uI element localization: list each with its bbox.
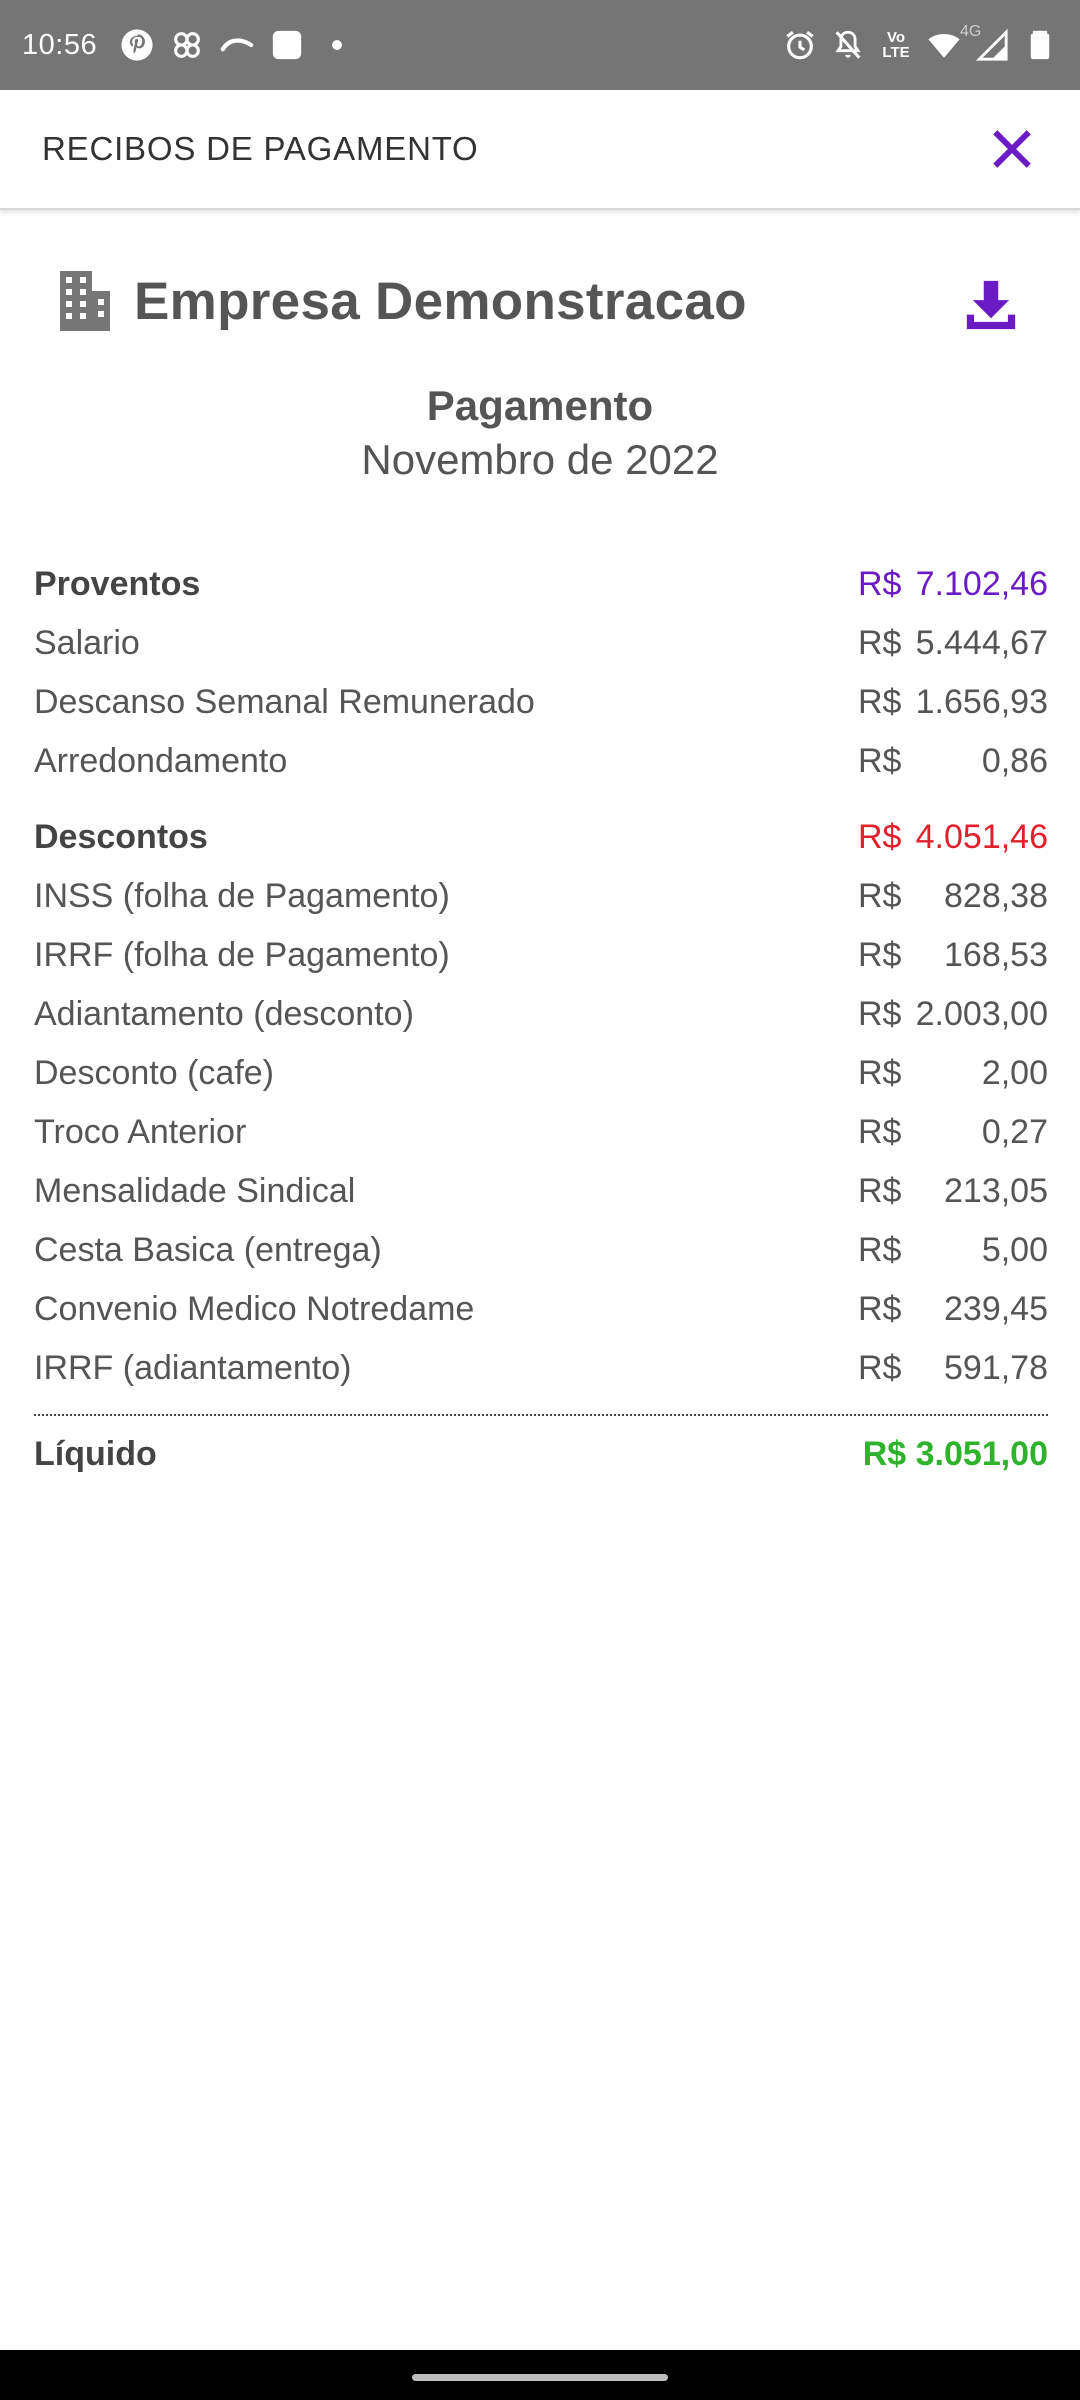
network-label: 4G — [960, 23, 982, 40]
item-value: 2.003,00 — [915, 995, 1048, 1033]
download-icon — [962, 276, 1020, 334]
proventos-label: Proventos — [34, 565, 201, 603]
item-label: Descanso Semanal Remunerado — [34, 683, 535, 721]
close-icon — [990, 127, 1034, 171]
item-amount — [858, 1349, 1048, 1388]
status-right — [770, 23, 1058, 63]
item-label: Mensalidade Sindical — [34, 1172, 356, 1210]
status-bar — [0, 0, 1080, 90]
currency-symbol: R$ — [858, 995, 902, 1033]
signal-icon — [960, 23, 1010, 63]
battery-icon — [1022, 27, 1058, 63]
currency-symbol: R$ — [858, 565, 902, 603]
page-title: RECIBOS DE PAGAMENTO — [42, 130, 479, 167]
volte-text-bottom: LTE — [882, 44, 910, 61]
item-value: 5,00 — [981, 1231, 1048, 1269]
proventos-total — [858, 565, 1048, 604]
currency-symbol: R$ — [858, 742, 902, 780]
currency-symbol: R$ — [858, 1113, 902, 1151]
item-amount — [858, 1054, 1048, 1093]
list-item — [34, 1103, 1048, 1162]
item-amount — [858, 1172, 1048, 1211]
item-amount — [858, 995, 1048, 1034]
currency-symbol: R$ — [858, 1172, 902, 1210]
item-label: Convenio Medico Notredame — [34, 1290, 475, 1328]
currency-symbol: R$ — [858, 818, 902, 856]
item-label: Desconto (cafe) — [34, 1054, 274, 1092]
currency-symbol: R$ — [858, 624, 902, 662]
item-label: IRRF (folha de Pagamento) — [34, 936, 450, 974]
currency-symbol: R$ — [858, 1231, 902, 1269]
item-label: Troco Anterior — [34, 1113, 247, 1151]
item-value: 168,53 — [944, 936, 1048, 974]
item-amount — [858, 1290, 1048, 1329]
item-label: INSS (folha de Pagamento) — [34, 877, 450, 915]
company-name: Empresa Demonstracao — [134, 271, 747, 331]
item-amount — [858, 742, 1048, 781]
item-value: 1.656,93 — [915, 683, 1048, 721]
liquido-value: R$ 3.051,00 — [862, 1434, 1048, 1473]
list-item — [34, 985, 1048, 1044]
currency-symbol: R$ — [858, 877, 902, 915]
app-bar — [0, 90, 1080, 210]
building-icon — [56, 271, 112, 331]
item-amount — [858, 936, 1048, 975]
descontos-label: Descontos — [34, 818, 208, 856]
item-amount — [858, 877, 1048, 916]
list-item — [34, 1280, 1048, 1339]
item-value: 213,05 — [944, 1172, 1048, 1210]
payment-title: Pagamento — [426, 382, 654, 429]
item-amount — [858, 1113, 1048, 1152]
liquido-row — [34, 1416, 1048, 1492]
list-item — [34, 1221, 1048, 1280]
payment-period: Novembro de 2022 — [361, 436, 719, 483]
currency-symbol: R$ — [858, 683, 902, 721]
proventos-total-value: 7.102,46 — [915, 565, 1048, 603]
descontos-header — [34, 808, 1048, 867]
list-item — [34, 614, 1048, 673]
item-value: 828,38 — [944, 877, 1048, 915]
payslip-entries — [34, 555, 1048, 1492]
proventos-header — [34, 555, 1048, 614]
download-button[interactable] — [956, 270, 1026, 340]
home-gesture-handle[interactable] — [412, 2374, 668, 2381]
pinwheel-icon — [169, 27, 205, 63]
navigation-bar — [0, 2350, 1080, 2400]
liquido-label: Líquido — [34, 1434, 157, 1473]
item-value: 591,78 — [944, 1349, 1048, 1387]
alarm-icon — [782, 27, 818, 63]
item-value: 0,27 — [981, 1113, 1048, 1151]
bell-off-icon — [830, 27, 866, 63]
currency-symbol: R$ — [858, 1349, 902, 1387]
list-item — [34, 1339, 1048, 1398]
descontos-total — [858, 818, 1048, 857]
currency-symbol: R$ — [858, 1054, 902, 1092]
square-notification-icon — [269, 27, 305, 63]
item-label: Cesta Basica (entrega) — [34, 1231, 382, 1269]
item-amount — [858, 1231, 1048, 1270]
pinterest-icon — [119, 27, 155, 63]
list-item — [34, 867, 1048, 926]
company-header — [56, 262, 1026, 340]
status-time: 10:56 — [22, 28, 98, 61]
descontos-total-value: 4.051,46 — [915, 818, 1048, 856]
item-value: 0,86 — [981, 742, 1048, 780]
arc-icon — [219, 27, 255, 63]
wifi-icon — [926, 27, 962, 63]
status-left — [22, 27, 369, 63]
item-amount — [858, 624, 1048, 663]
item-value: 2,00 — [981, 1054, 1048, 1092]
item-amount — [858, 683, 1048, 722]
volte-text-top: Vo — [886, 29, 906, 46]
dot-icon — [319, 27, 355, 63]
currency-symbol: R$ — [858, 1290, 902, 1328]
item-value: 5.444,67 — [915, 624, 1048, 662]
list-item — [34, 926, 1048, 985]
item-label: Adiantamento (desconto) — [34, 995, 414, 1033]
item-label: IRRF (adiantamento) — [34, 1349, 352, 1387]
list-item — [34, 732, 1048, 791]
list-item — [34, 1044, 1048, 1103]
currency-symbol: R$ — [858, 936, 902, 974]
item-label: Arredondamento — [34, 742, 288, 780]
volte-icon — [878, 27, 914, 63]
list-item — [34, 1162, 1048, 1221]
close-button[interactable] — [984, 121, 1040, 177]
list-item — [34, 673, 1048, 732]
item-label: Salario — [34, 624, 140, 662]
item-value: 239,45 — [944, 1290, 1048, 1328]
